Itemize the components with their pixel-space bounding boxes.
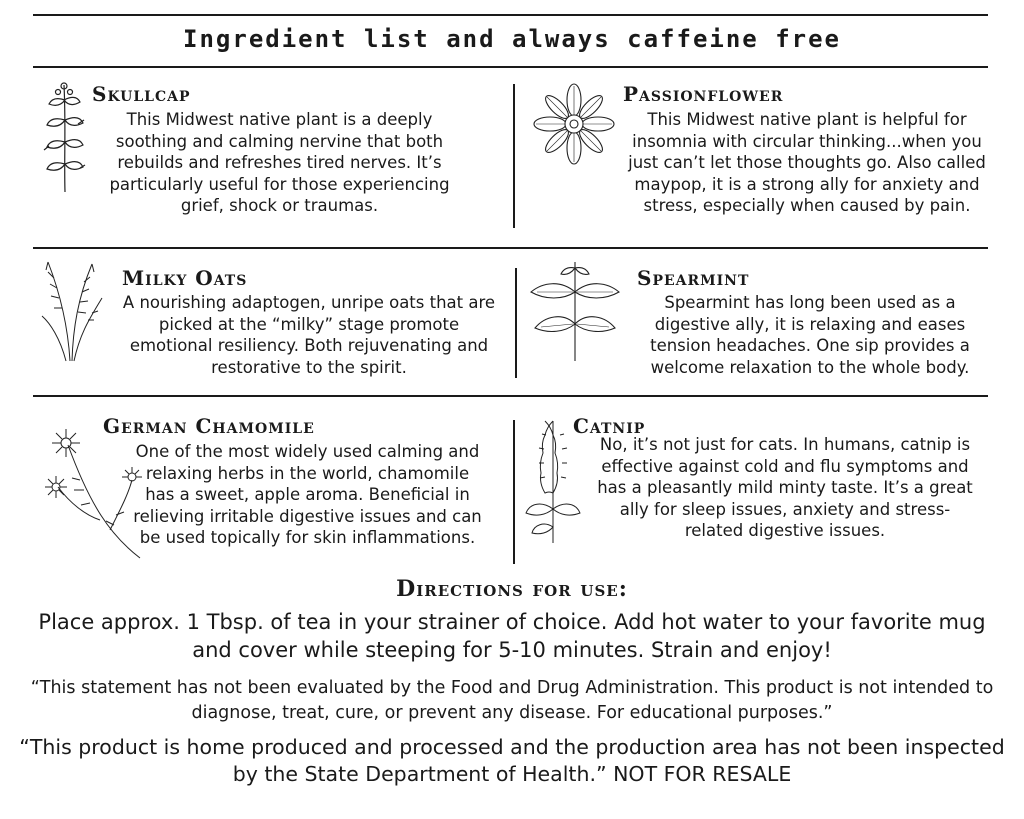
row-divider-2 xyxy=(33,395,988,397)
ingredient-text-passionflower: This Midwest native plant is helpful for insomnia with circular thinking...when you just can’t let those thoughts go. Also called maypop, it is a strong ally for anxiety and stress, especially when caused by pain. xyxy=(628,110,986,215)
ingredient-name-german-chamomile: German Chamomile xyxy=(103,414,315,438)
title-rule xyxy=(33,66,988,68)
page-title: Ingredient list and always caffeine free xyxy=(183,25,841,53)
ingredient-text-spearmint: Spearmint has long been used as a digestive ally, it is relaxing and eases tension headaches. One sip provides a welcome relaxation to the whole body. xyxy=(650,293,970,377)
ingredient-text-milky-oats: A nourishing adaptogen, unripe oats that are picked at the “milky” stage promote emotional resiliency. Both rejuvenating and restorative to the spirit. xyxy=(122,293,496,377)
passionflower-icon xyxy=(528,82,620,170)
directions-title: Directions for use: xyxy=(396,576,628,602)
directions-text: Place approx. 1 Tbsp. of tea in your strainer of choice. Add hot water to your favorite mug and cover while steeping for 5-10 minutes. Strain and enjoy! xyxy=(38,610,986,662)
row-divider-1 xyxy=(33,247,988,249)
column-divider-2 xyxy=(515,268,517,378)
ingredient-text-catnip: No, it’s not just for cats. In humans, catnip is effective against cold and flu symptoms and has a pleasantly mild minty taste. It’s a great ally for sleep issues, anxiety and stress-related digestive issues. xyxy=(597,435,973,540)
ingredient-name-passionflower: Passionflower xyxy=(623,82,784,106)
ingredient-text-german-chamomile: One of the most widely used calming and relaxing herbs in the world, chamomile has a sweet, apple aroma. Beneficial in relieving irritable digestive issues and can be used topically for skin inflammations. xyxy=(133,442,482,547)
skullcap-plant-icon xyxy=(40,80,90,195)
spearmint-sprig-icon xyxy=(527,258,623,363)
ingredient-text-skullcap: This Midwest native plant is a deeply soothing and calming nervine that both rebuilds and refreshes tired nerves. It’s particularly useful for those experiencing grief, shock or traumas. xyxy=(109,110,450,215)
top-rule xyxy=(33,14,988,16)
ingredient-name-milky-oats: Milky Oats xyxy=(122,266,248,290)
inspection-notice: “This product is home produced and processed and the production area has not been inspected by the State Department of Health.” NOT FOR RESALE xyxy=(19,735,1005,786)
ingredient-name-catnip: Catnip xyxy=(573,414,646,438)
ingredient-name-spearmint: Spearmint xyxy=(637,266,750,290)
ingredient-name-skullcap: Skullcap xyxy=(92,82,191,106)
oat-stalk-icon xyxy=(40,258,105,363)
column-divider-3 xyxy=(513,420,515,564)
fda-disclaimer: “This statement has not been evaluated by the Food and Drug Administration. This product is not intended to diagnose, treat, cure, or prevent any disease. For educational purposes.” xyxy=(30,678,994,723)
column-divider-1 xyxy=(513,84,515,228)
